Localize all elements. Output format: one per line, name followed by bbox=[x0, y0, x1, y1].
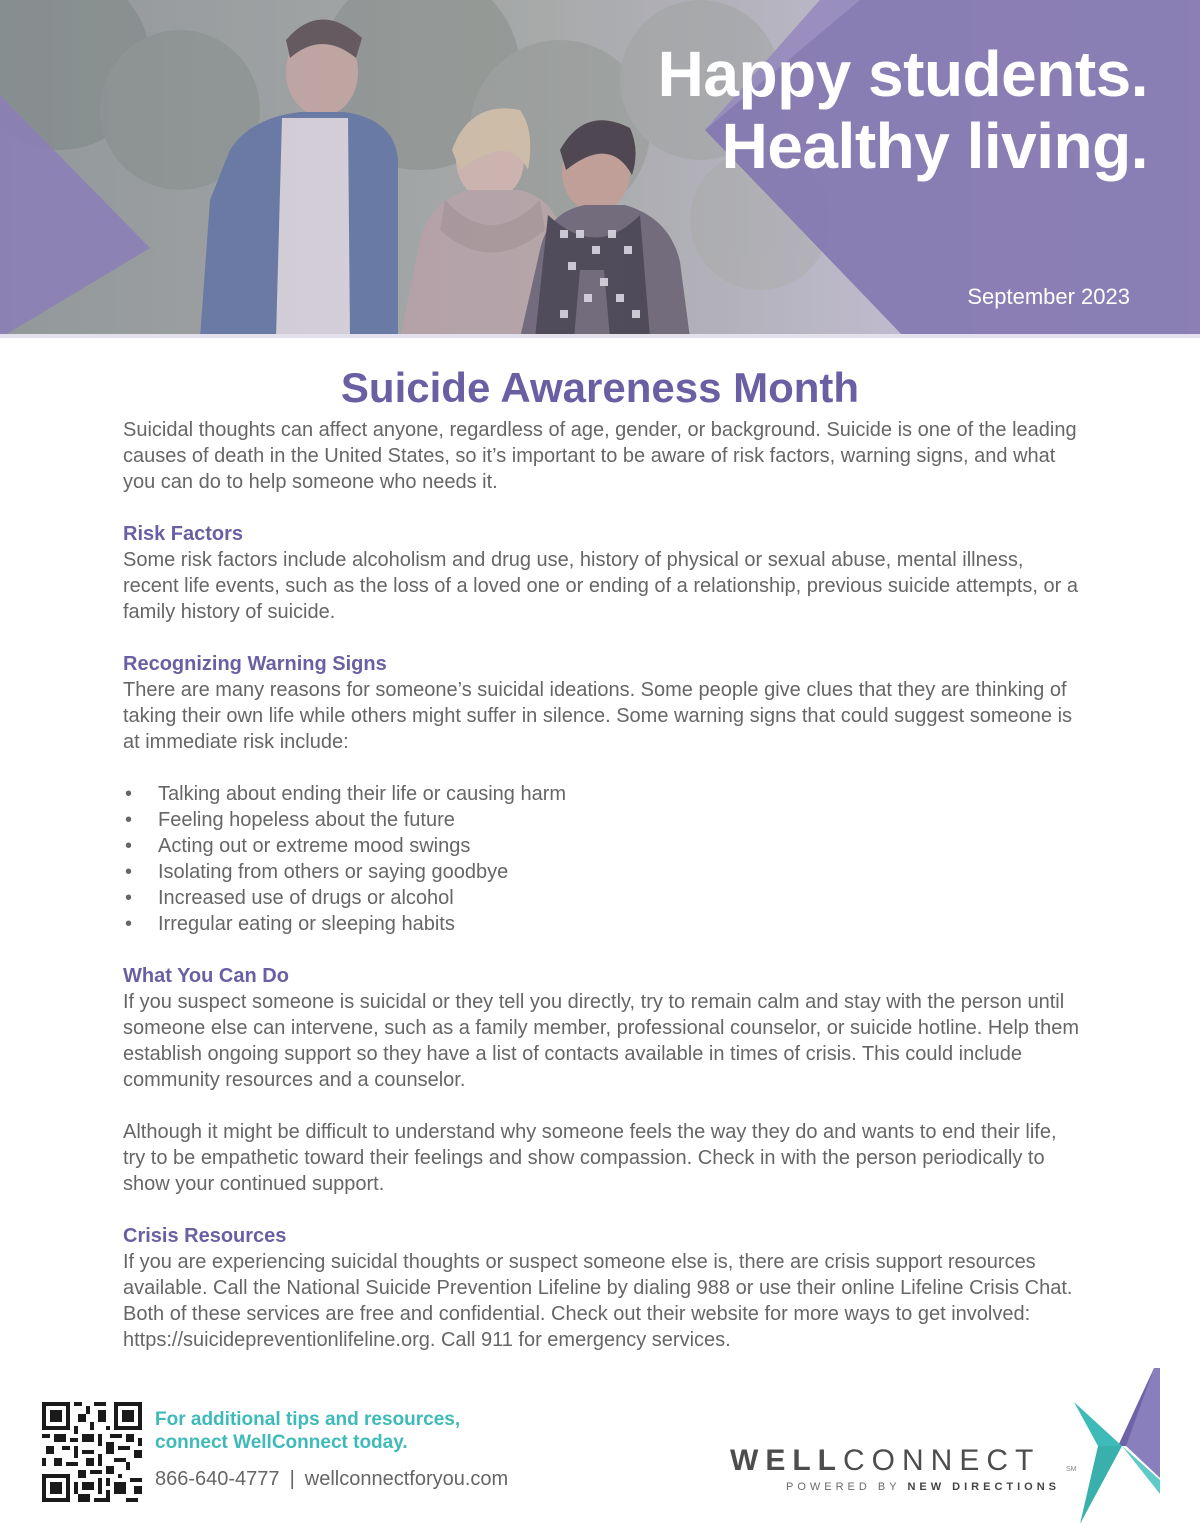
spacer bbox=[123, 755, 1083, 781]
list-item bbox=[123, 807, 1083, 833]
footer-cta-line2: connect WellConnect today. bbox=[155, 1432, 408, 1453]
tagline-brand: NEW DIRECTIONS bbox=[907, 1481, 1060, 1493]
spacer bbox=[123, 625, 1083, 651]
list-item bbox=[123, 859, 1083, 885]
list-item bbox=[123, 833, 1083, 859]
service-mark: SM bbox=[1066, 1466, 1077, 1473]
spacer bbox=[123, 1197, 1083, 1223]
logo-word-light: CONNECT bbox=[842, 1444, 1041, 1477]
list-item-text: Talking about ending their life or causing harm bbox=[158, 783, 567, 805]
footer-contact bbox=[155, 1466, 508, 1492]
what-you-can-do-paragraph-2: Although it might be difficult to understand why someone feels the way they do and wants to end their life, try to be empathetic toward their feelings and show compassion. Check in with the person periodically to show your continued support. bbox=[123, 1121, 1057, 1195]
wellconnect-logo-mark-icon bbox=[1068, 1368, 1160, 1523]
bullet-icon: • bbox=[125, 809, 133, 831]
warning-signs-list bbox=[123, 781, 1083, 937]
bullet-icon: • bbox=[125, 835, 133, 857]
footer-cta bbox=[155, 1408, 460, 1454]
warning-signs-heading: Recognizing Warning Signs bbox=[123, 653, 387, 675]
crisis-resources-paragraph: If you are experiencing suicidal thoughts or suspect someone else is, there are crisis support resources available. Call the National Suicide Prevention Lifeline by dialing 988 or use their online Lifeline Crisis Chat. Both of these services are free and confidential. Check out their website for more ways to get involved: https://suicidepreventionlifeline.org. Call 911 for emergency services. bbox=[123, 1251, 1073, 1351]
list-item bbox=[123, 885, 1083, 911]
list-item bbox=[123, 781, 1083, 807]
list-item-text: Isolating from others or saying goodbye bbox=[158, 861, 509, 883]
website-link[interactable]: wellconnectforyou.com bbox=[304, 1468, 509, 1490]
list-item-text: Increased use of drugs or alcohol bbox=[158, 887, 454, 909]
wellconnect-logo-wordmark bbox=[730, 1444, 1040, 1478]
spacer bbox=[123, 495, 1083, 521]
article-body bbox=[123, 417, 1083, 1353]
hero-banner bbox=[0, 0, 1200, 338]
what-you-can-do-paragraph-1: If you suspect someone is suicidal or they tell you directly, try to remain calm and stay with the person until someone else can intervene, such as a family member, professional counselor, or suicide hotline. Help them establish ongoing support so they have a list of contacts available in times of crisis. This could include community resources and a counselor. bbox=[123, 991, 1080, 1091]
footer-cta-line1: For additional tips and resources, bbox=[155, 1409, 461, 1430]
list-item bbox=[123, 911, 1083, 937]
hero-title-line1: Happy students. bbox=[657, 38, 1148, 110]
phone-number[interactable]: 866-640-4777 bbox=[155, 1468, 280, 1490]
risk-factors-heading: Risk Factors bbox=[123, 523, 244, 545]
issue-date: September 2023 bbox=[967, 284, 1130, 309]
bullet-icon: • bbox=[125, 887, 133, 909]
logo-word-bold: WELL bbox=[730, 1444, 843, 1477]
hero-title-line2: Healthy living. bbox=[721, 110, 1148, 182]
bullet-icon: • bbox=[125, 861, 133, 883]
what-you-can-do-heading: What You Can Do bbox=[123, 965, 289, 987]
warning-signs-paragraph: There are many reasons for someone’s suicidal ideations. Some people give clues that they are thinking of taking their own life while others might suffer in silence. Some warning signs that could suggest someone is at immediate risk include: bbox=[123, 679, 1073, 753]
hero-title bbox=[658, 38, 1148, 182]
intro-paragraph: Suicidal thoughts can affect anyone, regardless of age, gender, or background. Suicide is one of the leading causes of death in the United States, so it’s important to be aware of risk factors, warning signs, and what you can do to help someone who needs it. bbox=[123, 419, 1077, 493]
list-item-text: Acting out or extreme mood swings bbox=[158, 835, 471, 857]
qr-code-icon[interactable] bbox=[42, 1402, 142, 1502]
bullet-icon: • bbox=[125, 913, 133, 935]
bullet-icon: • bbox=[125, 783, 133, 805]
crisis-resources-heading: Crisis Resources bbox=[123, 1225, 287, 1247]
spacer bbox=[123, 1093, 1083, 1119]
hero-divider bbox=[0, 334, 1200, 338]
contact-separator: | bbox=[289, 1468, 295, 1490]
article-title: Suicide Awareness Month bbox=[340, 364, 860, 411]
list-item-text: Feeling hopeless about the future bbox=[158, 809, 455, 831]
risk-factors-paragraph: Some risk factors include alcoholism and drug use, history of physical or sexual abuse, mental illness, recent life events, such as the loss of a loved one or ending of a relationship, previous suicide attempts, or a family history of suicide. bbox=[123, 549, 1078, 623]
list-item-text: Irregular eating or sleeping habits bbox=[158, 913, 455, 935]
spacer bbox=[123, 937, 1083, 963]
logo-tagline bbox=[786, 1480, 1060, 1494]
tagline-prefix: POWERED BY bbox=[786, 1481, 901, 1493]
